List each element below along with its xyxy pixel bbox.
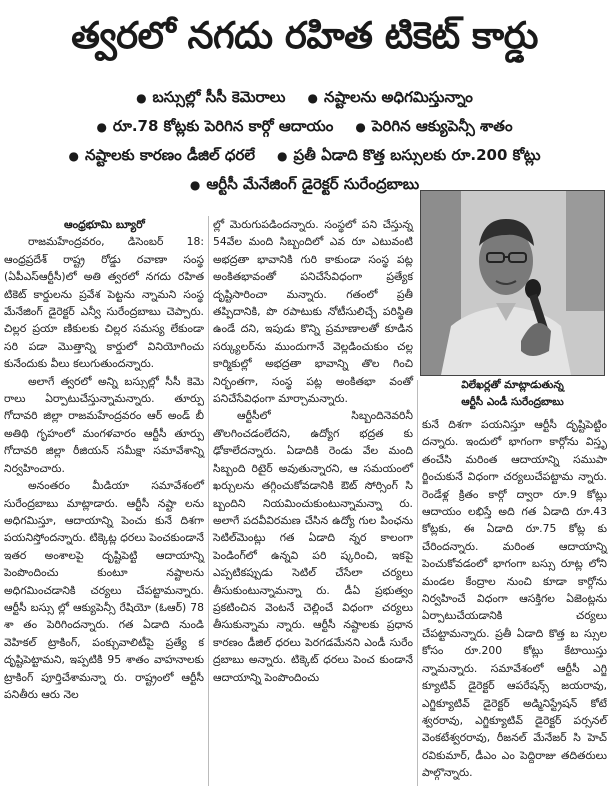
bullet-item: ● రూ.78 కోట్లకు పెరిగిన కార్గో ఆదాయం [96,117,333,139]
article-paragraph: అలాగే త్వరలో అన్ని బస్సుల్లో సీసీ కెమె రాలు ఏర్పాటుచేస్తున్నామన్నారు. తూర్పు గోదావరి జిల్లా రాజమహేంద్రవరం ఆర్ అండ్ బీ అతిథి గృహంలో మంగళవారం ఆర్టీసీ తూర్పు గోదావరి జిల్లా రీజియన్ సమీక్షా సమావేశాన్ని నిర్వహించారు. [4,374,204,475]
article-paragraph: రాజమహేంద్రవరం, డిసెంబర్ 18: ఆంధ్రప్రదేశ్ రాష్ట్ర రోడ్డు రవాణా సంస్థ (ఏపీఎస్ఆర్టీసీ)లో అతి త్వరలో నగదు రహిత టికెట్ కార్డులను ప్రవేశ పెట్టను న్నామని సంస్థ మేనేజింగ్ డైరెక్టర్ ఎన్వీ సురేంద్రబాబు చెప్పారు. చిల్లర ప్రయా ణికులకు చిల్లర సమస్య లేకుండా సరి పడా మొత్తాన్ని కార్డులో వినియోగించు కునేందుకు వీలు కలుగుతుందన్నారు. [4,235,204,371]
speaker-photo-icon [421,191,604,375]
column-divider [208,216,209,786]
bullet-item: ● పెరిగిన ఆక్యుపెన్సీ శాతం [355,117,512,139]
bullet-row [0,142,609,171]
bullet-item: ● బస్సుల్లో సీసీ కెమెరాలు [136,88,285,110]
bullet-item: ● నష్టాలను అధిగమిస్తున్నాం [307,88,472,110]
article-paragraph: ల్లో మెరుగుపడిందన్నారు. సంస్థలో పని చేస్తున్న 54వేల మంది సిబ్బందిలో ఎవ రూ ఎటువంటి అభద్రతా భావానికి గురి కాకుండా సంస్థ పట్ల అంకితభావంతో పనిచేసేవిధంగా ప్రత్యేక దృష్టిసారించా మన్నారు. గతంలో ప్రతీ తప్పిదానికి, పొ రపాటుకు నోటీసులిచ్చే పరిస్థితి ఉండే దని, ఇపుడు కొన్ని ప్రమాణాలతో కూడిన సర్క్యులర్‌ను ముందుగానే వెల్లడించుకుం చల్ల కార్మికుల్లో అభద్రతా భావాన్ని తొల గించి నిర్భంతగా, సంస్థ పట్ల అంకితభా వంతో పనిచేసేవిధంగా మార్చామన్నారు. [213,218,413,406]
bullet-item: ● ప్రతీ ఏడాది కొత్త బస్సులకు రూ.200 కోట్లు [277,146,541,168]
bullet-item: ● ఆర్టీసీ మేనేజింగ్ డైరెక్టర్ సురేంద్రబాబు [190,175,419,197]
bullet-item: ● నష్టాలకు కారణం డీజిల్ ధరలే [68,146,255,168]
headline: త్వరలో నగదు రహిత టికెట్ కార్డు [71,14,538,57]
article-paragraph: అనంతరం మీడియా సమావేశంలో సురేంద్రబాబు మాట్లాడారు. ఆర్టీసీ నష్టా లను అధిగమిస్తూ, ఆదాయాన్ని పెంచు కునే దిశగా పయనిస్తోందన్నారు. టిక్కెట్ల ధరలు పెంచకుండానే ఇతర అంశాలపై దృష్టిపెట్టి ఆదాయాన్ని పెంపొందించు కుంటూ నష్టాలను అధిగమించడానికి చర్యలు చేపట్టామన్నారు. ఆర్టీసీ బస్సు ల్లో ఆక్యుపెన్సీ రేషియో (ఓఆర్) 78 శా తం పెరిగిందన్నారు. గత ఏడాది నుండి వెహికల్ ట్రాకింగ్, పంక్చువాలిటీపై ప్రత్యే క దృష్టిపెట్టామని, ఇప్పటికి 95 శాతం వాహనాలకు ట్రాకింగ్ పూర్తిచేశామన్నా రు. రాష్ట్రంలో ఆర్టీసీ పనితీరు ఆరు నెల [4,479,204,701]
byline: ఆంధ్రభూమి బ్యూరో [64,218,145,231]
column-divider [417,380,418,786]
article-column-2 [213,216,413,686]
bullet-row [0,113,609,142]
article-paragraph: కునే దిశగా పయనిస్తూ ఆర్టీసీ దృష్టిపెట్టిం దన్నారు. ఇందులో భాగంగా కార్గోను విస్తృ తంచేసి మరింత ఆదాయాన్ని సముపా ర్జించుకునే విధంగా చర్యలుచేపట్టామ న్నారు. రెండేళ్ల క్రితం కార్గో ద్వారా రూ.9 కోట్లు ఆదాయం లభిస్తే అది గత ఏడాది రూ.43 కోట్లకు, ఈ ఏడాది రూ.75 కోట్ల కు చేరిందన్నారు. మరింత ఆదాయాన్ని పెంచుకోవడంలో భాగంగా బస్సు రూట్ల లోని మండల కేంద్రాల నుంచి కూడా కార్గోను నిర్వహించే విధంగా ఆసక్తిగల ఏజెంట్లను ఏర్పాటుచేయడానికి చర్యలు చేపట్టామన్నారు. ప్రతీ ఏడాది కొత్త బ స్సుల కోసం రూ.200 కోట్లు కేటాయిస్తు న్నామన్నారు. సమావేశంలో ఆర్టీసీ ఎగ్జి క్యూటివ్ డైరెక్టర్ ఆపరేషన్స్ జయరావు, ఎగ్జిక్యూటివ్ డైరెక్టర్ అడ్మినిస్ట్రేషన్ కోటే శ్వరరావు, ఎగ్జిక్యూటివ్ డైరెక్టర్ పర్సనల్ వెంకటేశ్వరరావు, రీజనల్ మేనేజర్ సి హెచ్ రవికుమార్, డీఎం ఎం పెద్దిరాజు తదితరులు పాల్గొన్నారు. [422,418,607,780]
bullet-highlights [0,84,609,200]
bullet-row [0,84,609,113]
photo-caption-line: ఆర్టీసీ ఎండీ సురేంద్రబాబు [461,396,564,408]
article-paragraph: ఆర్టీసీలో సిబ్బందినెవరినీ తొలగించడంలేదని, ఉద్యోగ భద్రత కు ఢోకాలేదన్నారు. ఏడాదికి రెండు వేల మంది సిబ్బంది రిటైర్‌ అవుతున్నారని, ఆ సమయంలో ఖర్చులను తగ్గించుకోవడానికి ఔట్ సోర్సింగ్ సి బ్బందిని నియమించుకుంటున్నామన్నా రు. అలాగే పదవీవిరమణ చేసిన ఉద్యో గుల పింఛను సెటిల్‌మెంట్లు గత ఏడాది న్నర కాలంగా పెండింగ్‌లో ఉన్నవి పరి ష్కరించి, ఇకపై ఎప్పటికప్పుడు సెటిల్ చేసేలా చర్యలు తీసుకుంటున్నామన్నా రు. డీఏ ప్రభుత్వం ప్రకటించిన వెంటనే చెల్లించే విధంగా చర్యలు తీసుకున్నామ న్నారు. ఆర్టీసీ నష్టాలకు ప్రధాన కారణం డీజిల్ ధరలు పెరగడమేనని ఎండీ సురేం ద్రబాబు అన్నారు. టిక్కెట్ ధరలు పెంచ కుండానే ఆదాయాన్ని పెంపొందించు [213,409,413,684]
news-photo [420,190,605,376]
article-column-1 [4,216,204,703]
photo-caption-line: విలేఖర్లతో మాట్లాడుతున్న [461,379,564,391]
article-column-3 [422,416,607,782]
photo-caption [420,377,605,415]
